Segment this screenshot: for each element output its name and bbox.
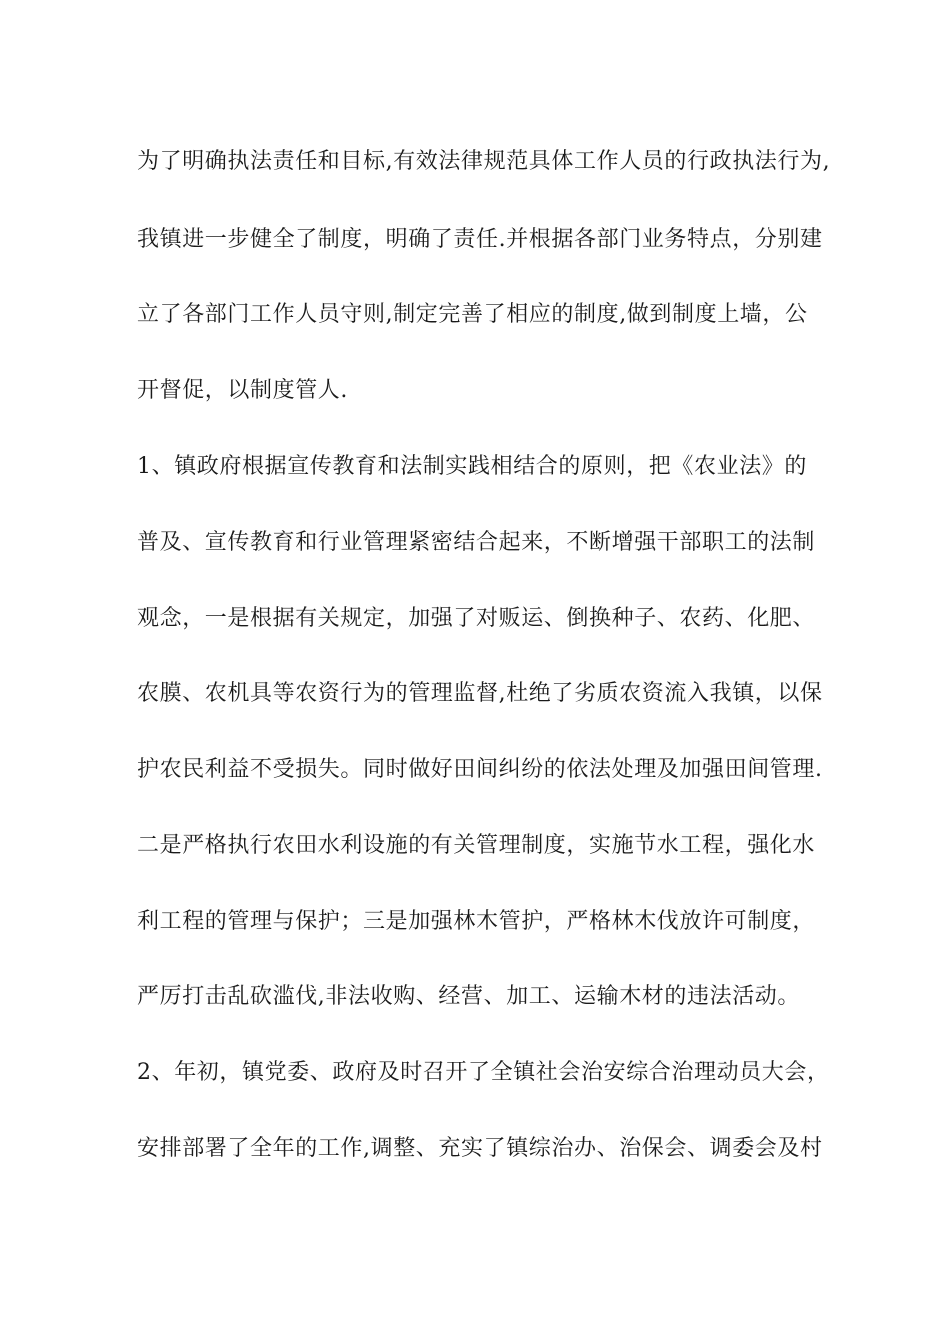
text-line: 2、年初，镇党委、政府及时召开了全镇社会治安综合治理动员大会，: [137, 1060, 830, 1085]
text-line: 利工程的管理与保护；三是加强林木管护，严格林木伐放许可制度，: [137, 909, 816, 934]
text-line: 开督促，以制度管人.: [137, 378, 348, 403]
text-line: 农膜、农机具等农资行为的管理监督,杜绝了劣质农资流入我镇，以保: [137, 681, 823, 706]
text-line: 1、镇政府根据宣传教育和法制实践相结合的原则，把《农业法》的: [137, 454, 807, 479]
text-line: 立了各部门工作人员守则,制定完善了相应的制度,做到制度上墙，公: [137, 302, 808, 327]
text-line: 严厉打击乱砍滥伐,非法收购、经营、加工、运输木材的违法活动。: [137, 984, 800, 1009]
text-line: 二是严格执行农田水利设施的有关管理制度，实施节水工程，强化水: [137, 833, 816, 858]
text-line: 安排部署了全年的工作,调整、充实了镇综治办、治保会、调委会及村: [137, 1136, 823, 1161]
text-line: 护农民利益不受损失。同时做好田间纠纷的依法处理及加强田间管理.: [137, 757, 823, 782]
text-line: 观念，一是根据有关规定，加强了对贩运、倒换种子、农药、化肥、: [137, 606, 816, 631]
text-line: 为了明确执法责任和目标,有效法律规范具体工作人员的行政执法行为,: [137, 149, 831, 174]
text-line: 普及、宣传教育和行业管理紧密结合起来，不断增强干部职工的法制: [137, 530, 816, 555]
text-line: 我镇进一步健全了制度，明确了责任.并根据各部门业务特点，分别建: [137, 227, 823, 252]
